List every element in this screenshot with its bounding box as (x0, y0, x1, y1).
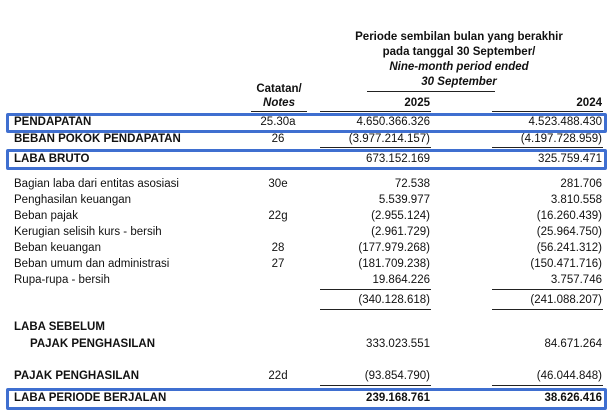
notes-header-en: Notes (263, 97, 295, 109)
row-pajak-penghasilan-2024: (46.044.848) (536, 370, 602, 382)
row-laba-periode-2024: 38.626.416 (544, 392, 602, 404)
row-kerugian-kurs-2024: (25.964.750) (536, 226, 602, 238)
period-header-rule (367, 91, 495, 92)
row-laba-bruto-2024: 325.759.471 (538, 153, 602, 165)
row-pendapatan-label: PENDAPATAN (14, 116, 92, 128)
row-beban-keuangan-note: 28 (271, 242, 285, 254)
year-2024-rule (492, 111, 603, 112)
row-laba-sebelum-2025: 333.023.551 (366, 338, 430, 350)
row-beban-pokok-2024: (4.197.728.959) (520, 133, 602, 145)
period-header-id-2: pada tanggal 30 September/ (382, 46, 536, 58)
row-pendapatan-note: 25.30a (260, 116, 296, 128)
rule-rupa-rupa-2025 (320, 289, 431, 290)
rule-rupa-rupa-2024 (492, 289, 603, 290)
row-pajak-penghasilan-note: 22d (268, 370, 288, 382)
row-bagian-laba-label: Bagian laba dari entitas asosiasi (14, 178, 179, 190)
row-rupa-rupa-2025: 19.864.226 (372, 274, 430, 286)
row-laba-sebelum-2024: 84.671.264 (544, 338, 602, 350)
year-2025-header: 2025 (404, 97, 430, 109)
row-beban-pajak-2025: (2.955.124) (371, 210, 430, 222)
row-beban-pokok-note: 26 (271, 133, 285, 145)
subtotal-2025: (340.128.618) (358, 294, 430, 306)
row-laba-bruto-2025: 673.152.169 (366, 153, 430, 165)
row-pajak-penghasilan-label: PAJAK PENGHASILAN (14, 370, 140, 382)
row-penghasilan-keuangan-2025: 5.539.977 (378, 194, 430, 206)
rule-pajak-2025 (320, 385, 431, 386)
period-header-en-1: Nine-month period ended (389, 61, 529, 73)
row-beban-keuangan-2024: (56.241.312) (536, 242, 602, 254)
row-laba-periode-2025: 239.168.761 (366, 392, 430, 404)
row-beban-pajak-2024: (16.260.439) (536, 210, 602, 222)
rule-subtotal-2025 (320, 309, 431, 310)
row-beban-pajak-label: Beban pajak (14, 210, 78, 222)
row-beban-keuangan-2025: (177.979.268) (358, 242, 430, 254)
row-pajak-penghasilan-2025: (93.854.790) (364, 370, 430, 382)
row-beban-pokok-2025: (3.977.214.157) (348, 133, 430, 145)
year-2025-rule (320, 111, 431, 112)
notes-header-rule (251, 111, 307, 112)
row-beban-umum-2024: (150.471.716) (530, 258, 602, 270)
row-beban-umum-label: Beban umum dan administrasi (14, 258, 170, 270)
rule-subtotal-2024 (492, 309, 603, 310)
period-header-id-1: Periode sembilan bulan yang berakhir (355, 31, 563, 43)
row-beban-umum-2025: (181.709.238) (358, 258, 430, 270)
row-kerugian-kurs-label: Kerugian selisih kurs - bersih (14, 226, 162, 238)
row-beban-pajak-note: 22g (268, 210, 288, 222)
row-penghasilan-keuangan-2024: 3.810.558 (550, 194, 602, 206)
subtotal-2024: (241.088.207) (530, 294, 602, 306)
row-beban-pokok-label: BEBAN POKOK PENDAPATAN (14, 133, 181, 145)
rule-pajak-2024 (492, 385, 603, 386)
row-rupa-rupa-label: Rupa-rupa - bersih (14, 274, 110, 286)
period-header-en-2: 30 September (421, 76, 497, 88)
row-bagian-laba-2024: 281.706 (560, 178, 602, 190)
row-rupa-rupa-2024: 3.757.746 (550, 274, 602, 286)
row-laba-bruto-label: LABA BRUTO (14, 153, 90, 165)
row-kerugian-kurs-2025: (2.961.729) (371, 226, 430, 238)
row-beban-umum-note: 27 (271, 258, 285, 270)
row-laba-periode-label: LABA PERIODE BERJALAN (14, 392, 167, 404)
row-laba-sebelum-label-1: LABA SEBELUM (14, 321, 105, 333)
row-bagian-laba-2025: 72.538 (394, 178, 430, 190)
row-penghasilan-keuangan-label: Penghasilan keuangan (14, 194, 132, 206)
row-beban-keuangan-label: Beban keuangan (14, 242, 101, 254)
row-laba-sebelum-label-2: PAJAK PENGHASILAN (30, 338, 156, 350)
highlight-laba-bruto (6, 149, 607, 170)
row-bagian-laba-note: 30e (268, 178, 288, 190)
row-pendapatan-2025: 4.650.366.326 (356, 116, 430, 128)
rule-beban-pokok-2024 (492, 147, 603, 148)
notes-header-id: Catatan/ (256, 83, 302, 95)
rule-beban-pokok-2025 (320, 147, 431, 148)
row-pendapatan-2024: 4.523.488.430 (528, 116, 602, 128)
year-2024-header: 2024 (576, 97, 602, 109)
